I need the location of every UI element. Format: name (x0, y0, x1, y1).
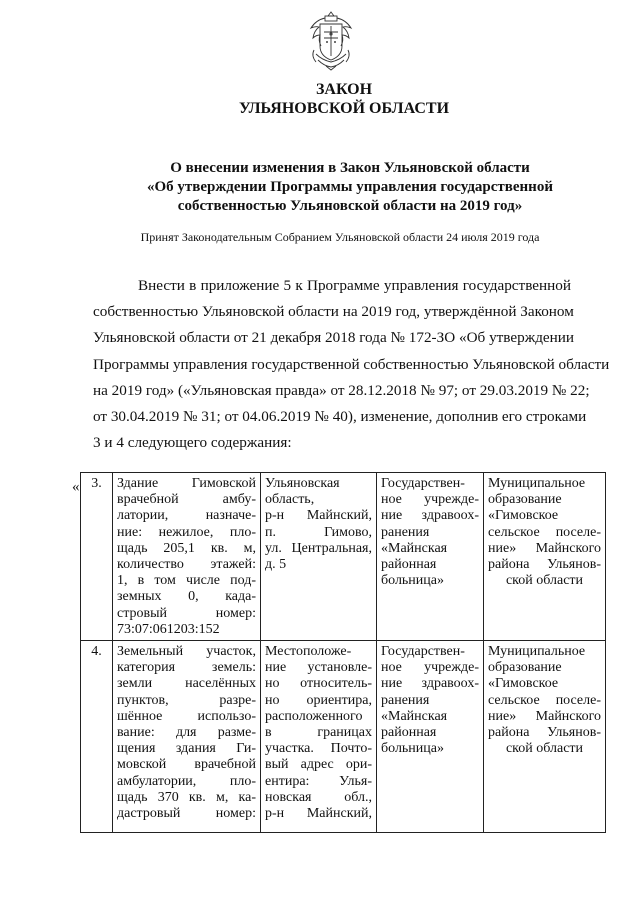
body-line: Ульяновской области от 21 декабря 2018 года № 172-ЗО «Об утверждении (93, 329, 575, 347)
cell-line: Муниципальное (488, 644, 586, 660)
cell-line: латории, назначе- (117, 508, 256, 524)
cell-line: образование (488, 492, 562, 508)
cell-line: врачебной амбу- (117, 492, 256, 508)
recipient-cell (484, 473, 606, 641)
cell-line: но относитель- (265, 676, 372, 692)
table-row (81, 473, 606, 641)
cell-line: щения здания Ги- (117, 741, 256, 757)
holder-cell (377, 641, 484, 833)
cell-line: земных 0, када- (117, 589, 256, 605)
cell-line: районная (381, 725, 437, 741)
holder-cell (377, 473, 484, 641)
cell-line: расположенного (265, 708, 363, 724)
cell-line: Государствен- (381, 476, 465, 491)
location-cell (261, 473, 377, 641)
subtitle-line: «Об утверждении Программы управления государственной (147, 179, 553, 195)
body-line: собственностью Ульяновской области на 2019 год, утверждённой Законом (93, 303, 574, 321)
cell-line: сельское поселе- (488, 524, 601, 540)
cell-line: вание: для разме- (117, 725, 256, 741)
cell-line: больница» (381, 741, 444, 757)
law-subtitle (120, 159, 580, 216)
cell-line: ской области (505, 741, 584, 757)
cell-line: Земельный участок, (117, 644, 256, 660)
opening-quote: « (72, 479, 80, 495)
cell-line: ние здравоох- (381, 676, 479, 692)
cell-line: щадь 205,1 кв. м, (117, 540, 256, 556)
cell-line: Государствен- (381, 644, 465, 660)
cell-line: «Майнская (381, 540, 448, 556)
cell-line: района Ульянов- (488, 557, 601, 573)
cell-line: ное учрежде- (381, 492, 479, 508)
coat-of-arms-icon (304, 10, 358, 72)
cell-line: участка. Почто- (265, 741, 372, 757)
row-number: 4. (81, 641, 113, 833)
cell-line: но ориентира, (265, 692, 372, 708)
row-number: 3. (81, 473, 113, 641)
cell-line: стровый номер: (117, 605, 256, 621)
cell-line: Местоположе- (265, 644, 352, 660)
cell-line: пунктов, разре- (117, 692, 256, 708)
cell-line: р-н Майнский, (265, 806, 372, 822)
cell-line: в границах (265, 725, 372, 741)
law-title-line1: ЗАКОН (315, 81, 373, 98)
cell-line: ской области (505, 573, 584, 589)
cell-line: шённое использо- (117, 708, 256, 724)
cell-line: ние: нежилое, пло- (117, 524, 256, 540)
cell-line: «Гимовское (488, 676, 559, 692)
body-paragraph (93, 273, 610, 456)
cell-line: ранения (381, 692, 430, 708)
recipient-cell (484, 641, 606, 833)
cell-line: больница» (381, 573, 444, 589)
body-line: от 30.04.2019 № 31; от 04.06.2019 № 40), изменение, дополнив его строками (93, 408, 587, 426)
cell-line: ние» Майнского (488, 708, 601, 724)
cell-line: щадь 370 кв. м, ка- (117, 789, 256, 805)
body-line: 3 и 4 следующего содержания: (93, 434, 292, 452)
subtitle-line: собственностью Ульяновской области на 2019 год» (177, 198, 523, 214)
cell-line: ние здравоох- (381, 508, 479, 524)
property-table (80, 472, 606, 833)
body-line: на 2019 год» («Ульяновская правда» от 28.12.2018 № 97; от 29.03.2019 № 22; (93, 381, 590, 399)
cell-line: категория земель: (117, 660, 256, 676)
location-cell (261, 641, 377, 833)
object-cell (113, 641, 261, 833)
cell-line: количество этажей: (117, 557, 256, 573)
cell-line: сельское поселе- (488, 692, 601, 708)
body-line: Программы управления государственной собственностью Ульяновской области (93, 355, 610, 373)
cell-line: вый адрес ори- (265, 757, 372, 773)
cell-line: р-н Майнский, (265, 508, 372, 524)
body-line: Внести в приложение 5 к Программе управления государственной (138, 277, 571, 294)
cell-line: «Майнская (381, 708, 448, 724)
cell-line: 1, в том числе под- (117, 573, 256, 589)
cell-line: ное учрежде- (381, 660, 479, 676)
subtitle-line: О внесении изменения в Закон Ульяновской области (170, 160, 530, 176)
law-title-line2: УЛЬЯНОВСКОЙ ОБЛАСТИ (238, 100, 450, 117)
cell-line: дастровый номер: (117, 806, 256, 822)
cell-line: новская обл., (265, 789, 372, 805)
cell-line: ентира: Улья- (265, 773, 372, 789)
cell-line: Муниципальное (488, 476, 586, 491)
cell-line: мовской врачебной (117, 757, 256, 773)
object-cell (113, 473, 261, 641)
cell-line: ул. Центральная, (265, 540, 372, 556)
cell-line: амбулатории, пло- (117, 773, 256, 789)
cell-line: Здание Гимовской (117, 476, 256, 491)
cell-line: область, (265, 492, 315, 508)
law-title (0, 80, 640, 118)
cell-line: 73:07:061203:152 (117, 621, 220, 637)
cell-line: образование (488, 660, 562, 676)
cell-line: земли населённых (117, 676, 256, 692)
adoption-note: Принят Законодательным Собранием Ульяновской области 24 июля 2019 года (140, 230, 540, 244)
cell-line: п. Гимово, (265, 524, 372, 540)
cell-line: ние установле- (265, 660, 372, 676)
cell-line: ранения (381, 524, 430, 540)
cell-line: Ульяновская (265, 476, 340, 491)
table-row (81, 641, 606, 833)
cell-line: района Ульянов- (488, 725, 601, 741)
cell-line: районная (381, 557, 437, 573)
cell-line: д. 5 (265, 557, 287, 573)
cell-line: ние» Майнского (488, 540, 601, 556)
cell-line: «Гимовское (488, 508, 559, 524)
